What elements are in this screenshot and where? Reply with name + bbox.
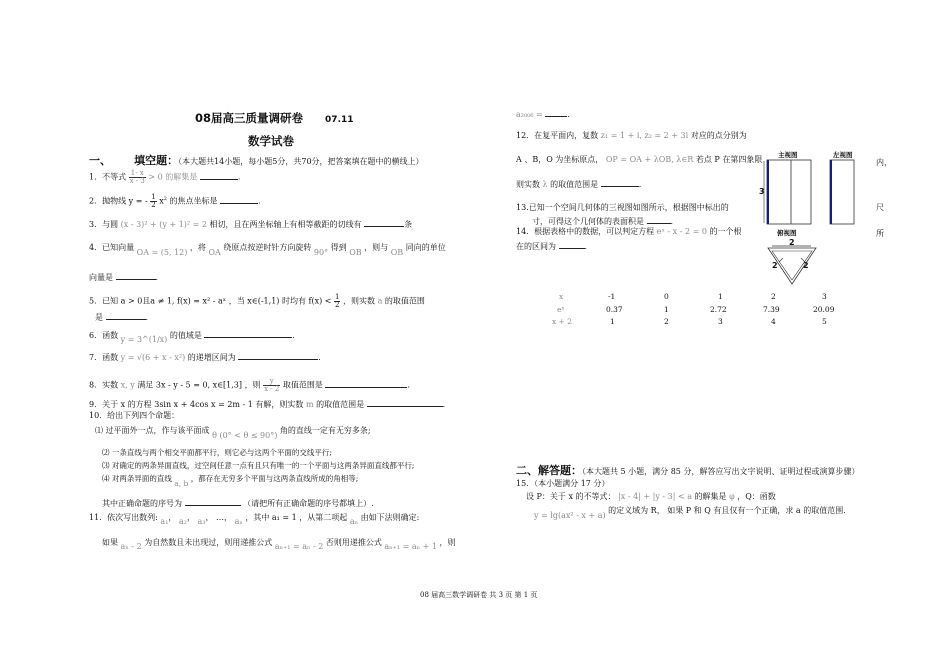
question-12-line2: A 、B，O 为坐标原点， OP = OA + λOB, λ∈R 若点 P 在第四象限	[516, 155, 763, 164]
q12-text: 12．在复平面内，复数	[516, 131, 599, 140]
title-date: 07.11	[325, 115, 354, 125]
q5-text: 5．已知	[89, 296, 119, 306]
table-cell: 5	[822, 317, 827, 326]
q8-fraction: $\frac{y}{x - 2}$	[264, 377, 280, 393]
table-cell: 2	[771, 292, 776, 301]
q9-formula: 3sin x + 4cos x = 2m - 1	[154, 400, 253, 409]
q3-text: 3．与圆	[89, 220, 119, 229]
q4-vector: OA = (5, 12)	[136, 248, 188, 257]
section2-label: 二、	[516, 464, 538, 477]
question-12-line3: 则实数 λ 的取值范围是 .	[516, 180, 642, 189]
question-2: 2．抛物线 y = - $\frac{1}{2}$ $x^2$ 的焦点坐标是 .	[89, 193, 261, 209]
table-cell: -1	[608, 292, 616, 301]
table-cell: 2	[664, 317, 669, 326]
question-8: 8．实数 x, y 满足 3x - y - 5 = 0, x∈[1,3] ，则 $\frac{y}{x - 2}$ 取值范围是 .	[89, 377, 410, 393]
q10-answer-line: 其中正确命题的序号为 （请把所有正确命题的序号都填上）.	[102, 499, 374, 508]
q10-prop-4: ⑷ 对两条异面的直线 a, b ，都存在无穷多个平面与这两条直线所成的角相等;	[102, 474, 359, 488]
question-5: 5．已知 a > 0且a ≠ 1, f(x) = x² - aˣ ，当 x∈(-1,1) 时均有 f(x) < $\frac{1}{2}$ ，则实数 a 的取值范围	[89, 293, 425, 309]
q1-post: > 0 的解集是	[148, 172, 198, 182]
question-1: 1．不等式 $\frac{1- x}{x - 3}$ > 0 的解集是 .	[89, 169, 241, 185]
q14-text: 14．根据表格中的数据，可以判定方程	[516, 227, 655, 236]
table-cell: 2.72	[710, 305, 727, 314]
arrow-right	[801, 258, 805, 262]
q14-formula: eˣ - x - 2 = 0	[656, 227, 707, 236]
q3-post: 相切，且在两坐标轴上有相等截距的切线有	[209, 220, 362, 229]
section1-name: 填空题	[134, 154, 168, 167]
table-cell: 0.37	[606, 305, 623, 314]
left-view-rect	[830, 160, 854, 224]
question-15-head: 15．（本小题满分 17 分）	[516, 479, 610, 488]
q3-formula: (x - 3)² + (y + 1)² = 2	[120, 220, 207, 229]
question-12: 12．在复平面内，复数 z₁ = 1 + i, z₂ = 2 + 3i 对应的点分别为	[516, 131, 747, 140]
page-footer: 08 届高三数学调研卷 共 3 页 第 1 页	[420, 591, 538, 599]
q13-continuation-1: 尺	[876, 203, 884, 212]
q2-text: 2．抛物线 y = -	[89, 196, 148, 206]
top-view-label: 俯视图	[777, 229, 797, 237]
table-cell: 7.39	[763, 305, 780, 314]
table-cell: 1	[664, 305, 669, 314]
q6-text: 6．函数	[89, 331, 119, 340]
q5-fraction: $\frac{1}{2}$	[335, 293, 340, 309]
q1-text: 1．不等式	[89, 172, 127, 182]
section1-label: 一、	[89, 154, 111, 167]
side-label-right: 2	[803, 261, 809, 270]
q10-prop-1: ⑴ 过平面外一点，作与该平面成 θ (0° < θ ≤ 90°) 角的直线一定有无穷多条;	[95, 426, 371, 440]
table-cell: 1	[610, 317, 615, 326]
question-9: 9．关于 x 的方程 3sin x + 4cos x = 2m - 1 有解，则实数 m 的取值范围是 .	[89, 400, 446, 409]
section1-heading: 一、 填空题：（本大题共14小题，每小题5分，共70分，把答案填在题中的横线上）	[89, 154, 424, 167]
table-row-label: x	[559, 292, 564, 301]
question-11: 11．依次写出数列: a₁， a₂， a₃， …， aₙ ，其中 a₁ = 1 ，从第二项起 aₙ 由如下法则确定:	[89, 513, 420, 526]
table-cell: 0	[664, 292, 669, 301]
question-3: 3．与圆 (x - 3)² + (y + 1)² = 2 相切，且在两坐标轴上有相等截距的切线有 条	[89, 220, 413, 229]
section2-desc: （本大题共 5 小题，满分 85 分，解答应写出文字说明、证明过程或演算步骤）	[582, 467, 860, 476]
question-13-line2: 寸，可得这个几何体的表面积是 .	[532, 217, 674, 226]
top-view-inner-triangle	[772, 251, 812, 280]
q7-text: 7．函数	[89, 353, 119, 362]
table-cell: 3	[822, 292, 827, 301]
q6-formula: y = 3^(1/x)	[120, 335, 168, 344]
top-view-triangle	[768, 248, 816, 284]
table-row-label: eˣ	[557, 305, 565, 314]
q11-text: 11．依次写出数列:	[89, 513, 158, 522]
question-15-line2: y = lg(ax² - x + a) 的定义域为 R， 如果 P 和 Q 有且仅有一个正确，求 a 的取值范围.	[534, 506, 846, 520]
table-cell: 1	[718, 292, 723, 301]
question-14-line2: 在的区间为 .	[516, 242, 588, 251]
q9-text: 9．关于 x 的方程	[89, 400, 152, 409]
q1-fraction: $\frac{1- x}{x - 3}$	[129, 169, 145, 185]
height-label: 3	[759, 187, 765, 196]
table-cell: 4	[771, 317, 776, 326]
q13-continuation-3: 所	[876, 229, 884, 238]
table-row-label: x + 2	[552, 317, 573, 326]
arrow-left	[779, 258, 783, 262]
question-6: 6．函数 y = 3^(1/x) 的值域是 .	[89, 331, 295, 344]
table-cell: 20.09	[813, 305, 835, 314]
q15-formula-2: y = lg(ax² - x + a)	[534, 511, 606, 520]
q10-prop-2: ⑵ 一条直线与两个相交平面都平行，则它必与这两个平面的交线平行;	[102, 448, 332, 457]
q2-fraction: $\frac{1}{2}$	[151, 193, 156, 209]
q15-formula-1: |x - 4| + |y - 3| < a	[618, 492, 692, 501]
section2-heading: 二、解答题：（本大题共 5 小题，满分 85 分，解答应写出文字说明、证明过程或演算步骤）	[516, 464, 860, 477]
question-11-line2: 如果 aₙ - 2 为自然数且未出现过，则用递推公式 aₙ₊₁ = aₙ - 2 否则用递推公式 aₙ₊₁ = aₙ + 1 ，则	[102, 538, 456, 551]
question-5-line2: 是 .	[95, 313, 149, 322]
question-15-line1: 设 P：关于 x 的不等式： |x - 4| + |y - 3| < a 的解集是 φ ，Q：函数	[526, 492, 776, 501]
question-10-intro: 10．给出下列四个命题：	[89, 411, 180, 420]
question-7: 7．函数 y = √(6 + x - x²) 的递增区间为 .	[89, 353, 321, 362]
q4-text: 4．已知向量	[89, 243, 135, 252]
main-view-rect	[767, 160, 811, 224]
title-text: 08届高三质量调研卷	[195, 111, 304, 125]
width-label: 2	[789, 238, 795, 247]
main-view-label: 主视图	[778, 151, 798, 159]
section2-name: 解答题	[538, 464, 571, 477]
table-cell: 3	[718, 317, 723, 326]
question-4: 4．已知向量 OA = (5, 12) ，将 OA 绕原点按逆时针方向旋转 90° 得到 OB ，则与 OB 同向的单位	[89, 243, 446, 257]
side-label-left: 2	[772, 261, 778, 270]
q10-prop-3: ⑶ 对确定的两条异面直线，过空间任意一点有且只有唯一的一个平面与这两条异面直线都平行;	[102, 461, 415, 470]
section1-desc: （本大题共14小题，每小题5分，共70分，把答案填在题中的横线上）	[178, 157, 424, 166]
question-11-line3: a₂₀₀₆ = .	[516, 110, 570, 119]
q8-text: 8．实数	[89, 380, 119, 390]
q2-post: 的焦点坐标是	[169, 196, 218, 206]
question-4-line2: 向量是 .	[89, 273, 159, 282]
question-14: 14．根据表格中的数据，可以判定方程 eˣ - x - 2 = 0 的一个根	[516, 227, 742, 236]
q13-continuation-2: 内，	[876, 158, 892, 167]
q7-formula: y = √(6 + x - x²)	[120, 353, 186, 362]
question-13: 13.已知一个空间几何体的三视图如图所示，根据图中标出的	[516, 203, 729, 212]
q12-formula: z₁ = 1 + i, z₂ = 2 + 3i	[600, 131, 689, 140]
left-view-label: 左视图	[833, 151, 853, 159]
subject-title: 数学试卷	[248, 134, 294, 148]
